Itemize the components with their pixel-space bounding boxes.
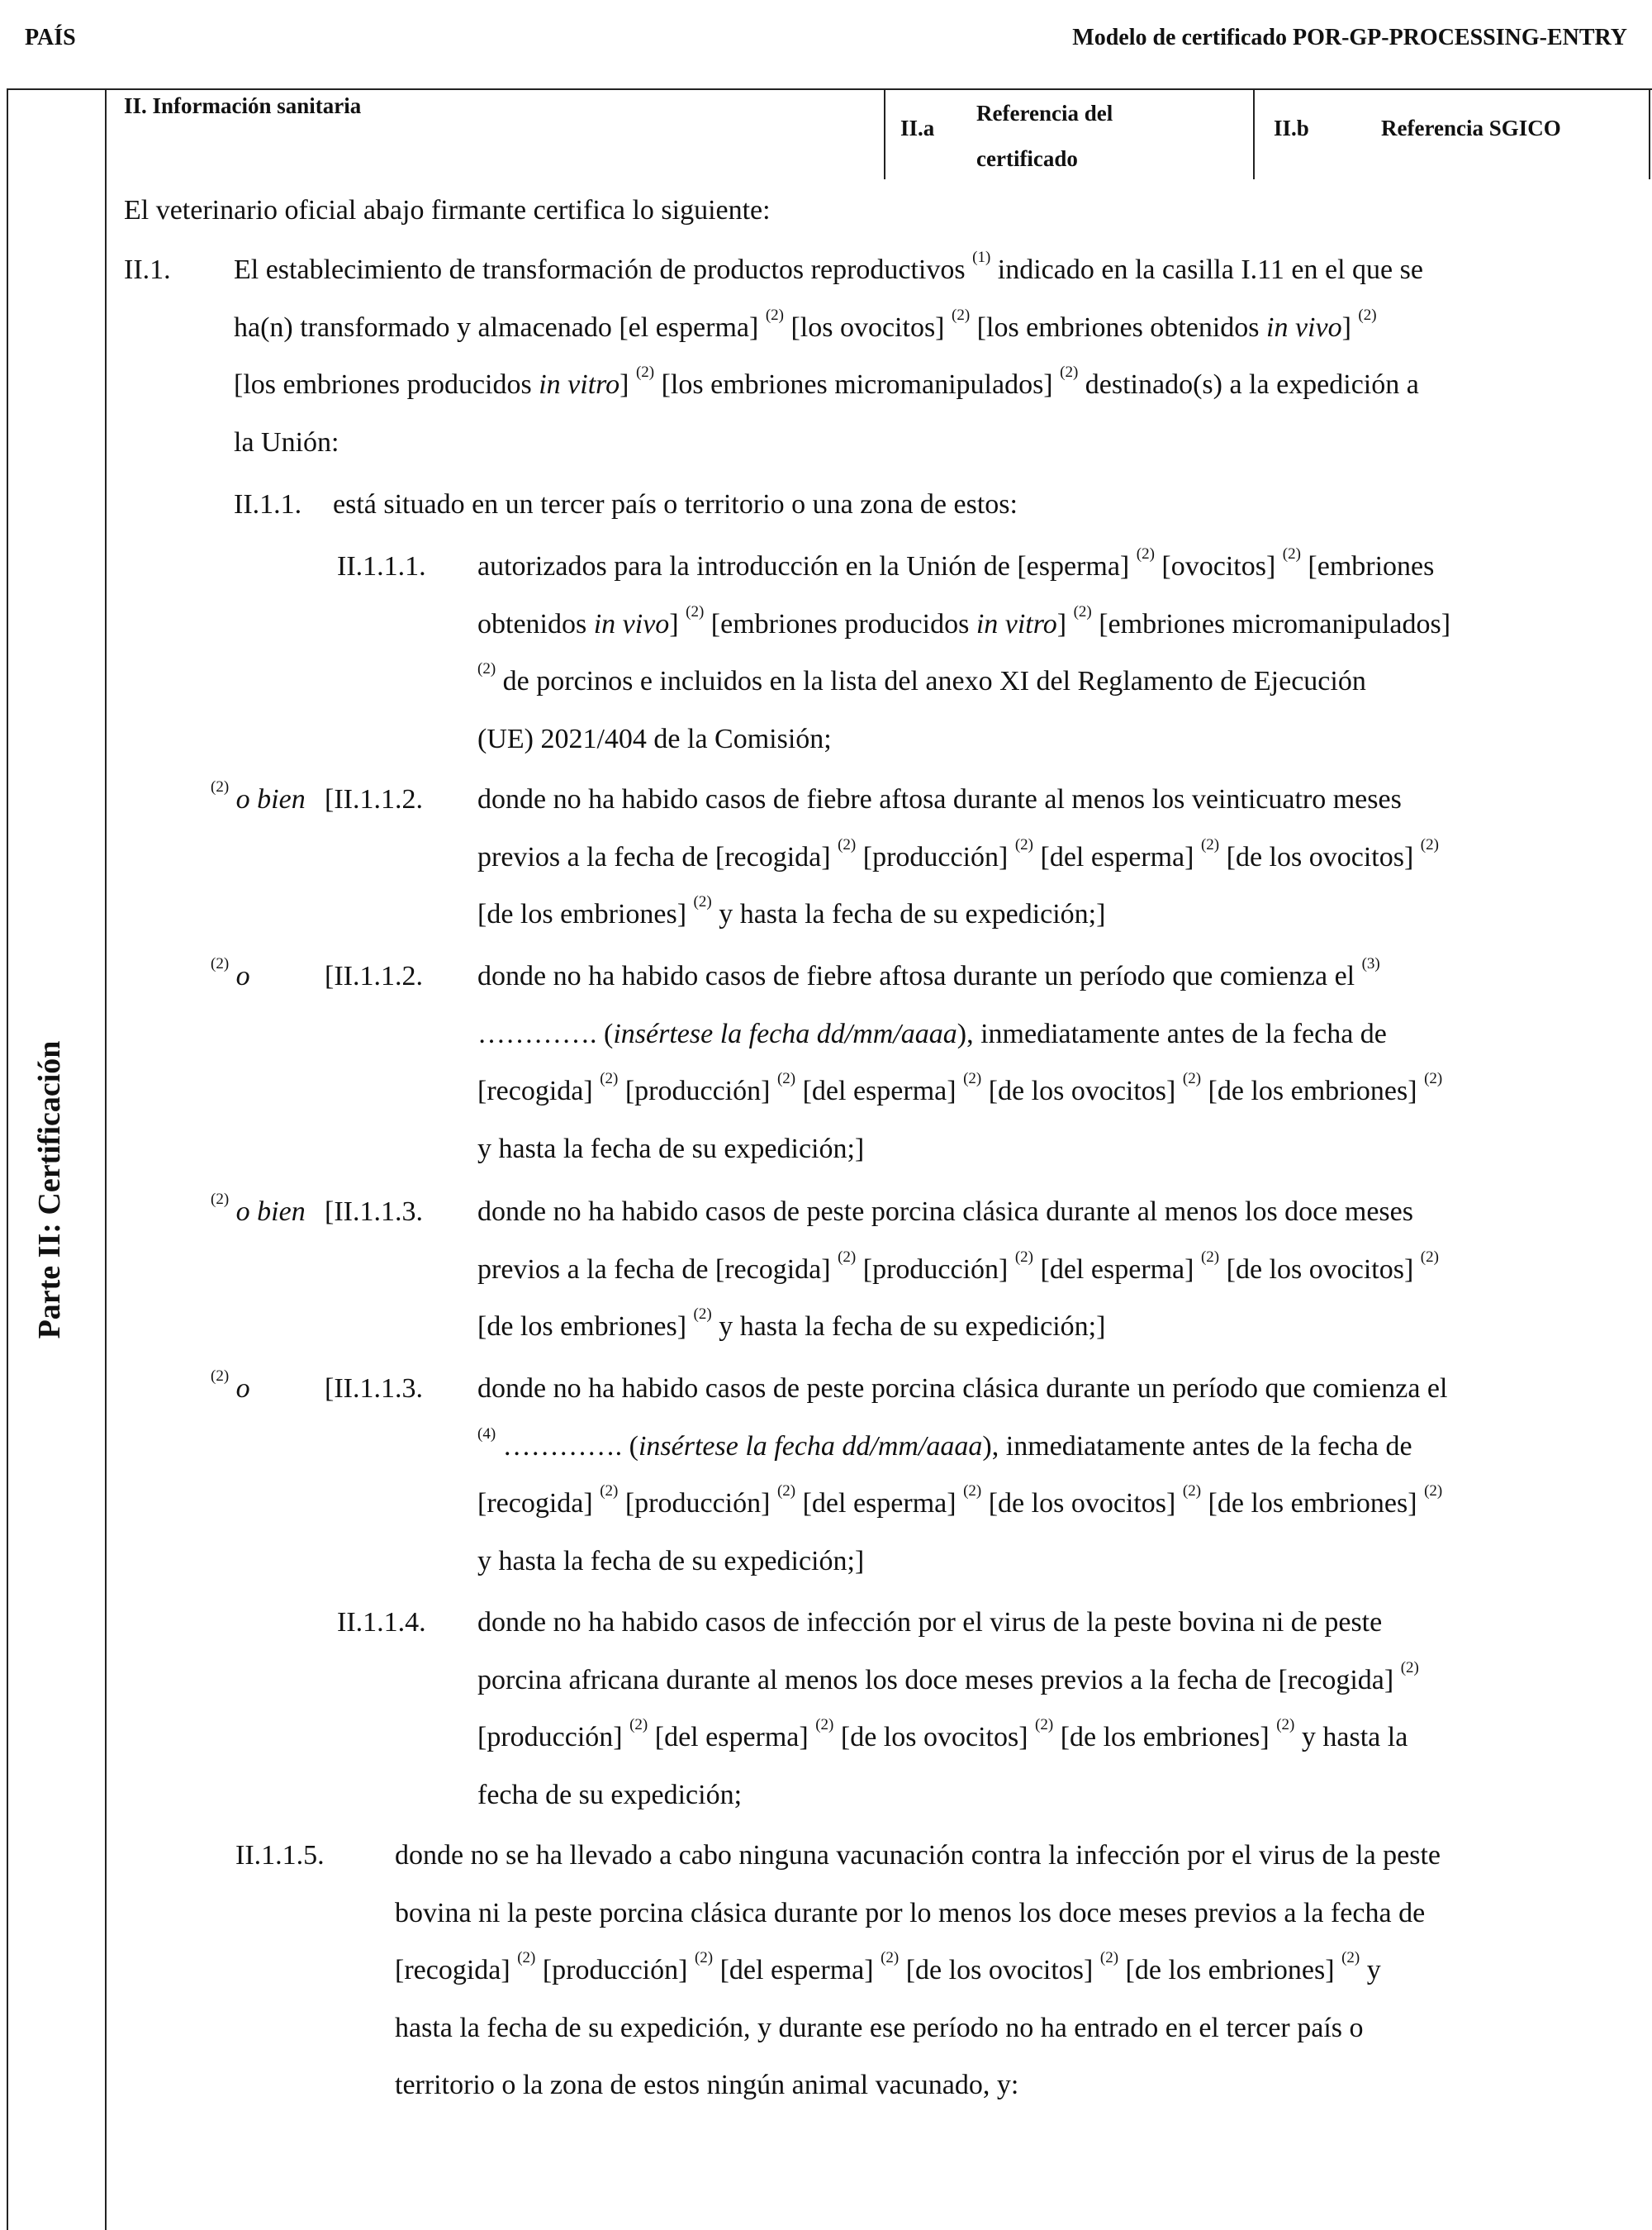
header-cell-divider [1253,88,1255,179]
certificate-reference-code: II.a [900,116,935,140]
certificate-model-title: Modelo de certificado POR-GP-PROCESSING-ENTRY [1072,25,1627,50]
frame-left-border [7,88,8,2230]
option-prefix: $^{(2)}$ o [211,955,250,991]
option-prefix: $^{(2)}$ o bien [211,778,306,815]
clause-text: está situado en un tercer país o territorio o una zona de estos: [333,489,1018,520]
clause-number: II.1.1.1. [337,551,426,582]
clause-text: donde no ha habido casos de peste porcina clásica durante al menos los doce meses previos a la fecha de [recogida] $^{(2)}$ [producción] $^{(2)}$ [del esperma] $^{(2)}$ [de los ovocitos] $^{(2)}$ [de los embriones] $^{(2)}$ y hasta la fecha de su expedición;] [477,1196,1439,1343]
clause-text: El establecimiento de transformación de productos reproductivos $^{(1)}$ indicado en la casilla I.11 en el que se ha(n) transformado y almacenado [el esperma] $^{(2)}$ [los ovocitos] $^{(2)}$ [los embriones obtenidos in vivo] $^{(2)}$ [los embriones producidos in vitro] $^{(2)}$ [los embriones micromanipulados] $^{(2)}$ destinado(s) a la expedición a la Unión: [234,249,1423,458]
clause-number: [II.1.1.2. [325,961,423,991]
clause-text: donde no se ha llevado a cabo ninguna vacunación contra la infección por el virus de la peste bovina ni la peste porcina clásica durante por lo menos los doce meses previos a la fecha de [recogida] $^{(2)}$ [producción] $^{(2)}$ [del esperma] $^{(2)}$ [de los ovocitos] $^{(2)}$ [de los embriones] $^{(2)}$ y hasta la fecha de su expedición, y durante ese período no ha entrado en el tercer país o territorio o la zona de estos ningún animal vacunado, y: [395,1840,1441,2101]
header-cell-divider [884,88,885,179]
frame-top-border [7,88,1652,90]
clause-number: II.1.1.4. [337,1607,426,1638]
sgico-reference-label: Referencia SGICO [1381,116,1561,140]
clause-number: II.1.1.5. [235,1840,325,1871]
intro-statement: El veterinario oficial abajo firmante certifica lo siguiente: [124,195,771,226]
clause-number: II.1.1. [234,489,302,520]
clause-number: II.1. [124,254,171,285]
clause-text: donde no ha habido casos de fiebre aftosa durante un período que comienza el $^{(3)}$ …………. (insértese la fecha dd/mm/aaaa), inmediatamente antes de la fecha de [recogida] $^{(2)}$ [producción] $^{(2)}$ [del esperma] $^{(2)}$ [de los ovocitos] $^{(2)}$ [de los embriones] $^{(2)}$ y hasta la fecha de su expedición;] [477,955,1443,1164]
country-label: PAÍS [25,25,76,50]
sgico-reference-code: II.b [1274,116,1309,140]
option-prefix: $^{(2)}$ o [211,1367,250,1404]
clause-text: donde no ha habido casos de peste porcina clásica durante un período que comienza el $^{(4)}$ …………. (insértese la fecha dd/mm/aaaa), inmediatamente antes de la fecha de [recogida] $^{(2)}$ [producción] $^{(2)}$ [del esperma] $^{(2)}$ [de los ovocitos] $^{(2)}$ [de los embriones] $^{(2)}$ y hasta la fecha de su expedición;] [477,1373,1448,1576]
sidebar-divider [105,88,107,2230]
section-title: II. Información sanitaria [124,93,362,118]
clause-text: autorizados para la introducción en la Unión de [esperma] $^{(2)}$ [ovocitos] $^{(2)}$ [embriones obtenidos in vivo] $^{(2)}$ [embriones producidos in vitro] $^{(2)}$ [embriones micromanipulados] $^{(2)}$ de porcinos e incluidos en la lista del anexo XI del Reglamento de Ejecución (UE) 2021/404 de la Comisión; [477,545,1451,754]
certificate-reference-label: Referencia del certificado [976,101,1113,171]
clause-number: [II.1.1.2. [325,784,423,815]
part-label-vertical: Parte II: Certificación [32,1040,67,1339]
clause-text: donde no ha habido casos de infección por el virus de la peste bovina ni de peste porcina africana durante al menos los doce meses previos a la fecha de [recogida] $^{(2)}$ [producción] $^{(2)}$ [del esperma] $^{(2)}$ [de los ovocitos] $^{(2)}$ [de los embriones] $^{(2)}$ y hasta la fecha de su expedición; [477,1607,1419,1810]
clause-number: [II.1.1.3. [325,1373,423,1404]
clause-text: donde no ha habido casos de fiebre aftosa durante al menos los veinticuatro meses previos a la fecha de [recogida] $^{(2)}$ [producción] $^{(2)}$ [del esperma] $^{(2)}$ [de los ovocitos] $^{(2)}$ [de los embriones] $^{(2)}$ y hasta la fecha de su expedición;] [477,784,1439,930]
frame-right-border [1649,88,1650,179]
option-prefix: $^{(2)}$ o bien [211,1191,306,1227]
clause-number: [II.1.1.3. [325,1196,423,1227]
